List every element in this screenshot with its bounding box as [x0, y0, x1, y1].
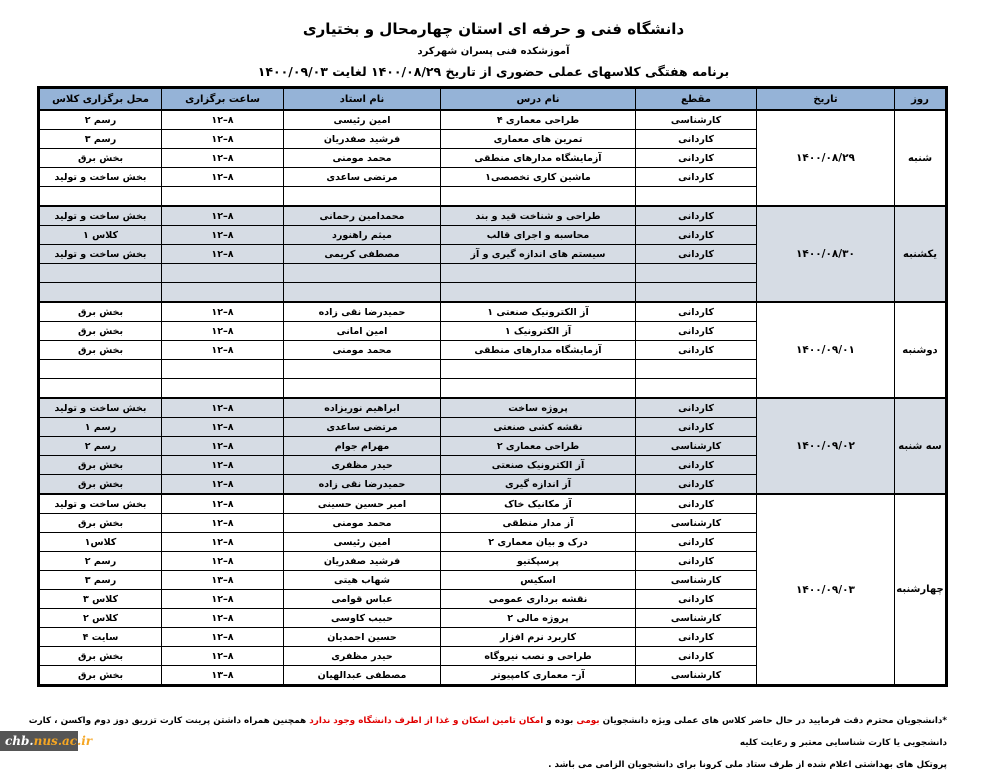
day-cell: شنبه: [895, 110, 947, 206]
time-cell: [162, 283, 284, 303]
location-cell: بخش ساخت و تولید: [39, 398, 162, 418]
teacher-cell: فرشید صفدریان: [284, 552, 441, 571]
course-cell: پروژه ساخت: [441, 398, 636, 418]
course-cell: آز مکانیک خاک: [441, 494, 636, 514]
level-cell: کاردانی: [636, 494, 757, 514]
course-cell: آز الکترونیک ۱: [441, 322, 636, 341]
location-cell: بخش برق: [39, 475, 162, 495]
teacher-cell: مرتضی ساعدی: [284, 168, 441, 187]
level-cell: کاردانی: [636, 475, 757, 495]
day-cell: یکشنبه: [895, 206, 947, 302]
course-cell: سیستم های اندازه گیری و آز: [441, 245, 636, 264]
teacher-cell: [284, 264, 441, 283]
location-cell: [39, 283, 162, 303]
teacher-cell: حمیدرضا نقی زاده: [284, 475, 441, 495]
time-cell: ۸–۱۲: [162, 475, 284, 495]
course-cell: آز– معماری کامپیوتر: [441, 666, 636, 686]
course-cell: تمرین های معماری: [441, 130, 636, 149]
level-cell: کاردانی: [636, 590, 757, 609]
time-cell: [162, 379, 284, 399]
teacher-cell: محمد مومنی: [284, 514, 441, 533]
teacher-cell: میثم راهنورد: [284, 226, 441, 245]
teacher-cell: حمیدرضا نقی زاده: [284, 302, 441, 322]
location-cell: بخش ساخت و تولید: [39, 494, 162, 514]
level-cell: کاردانی: [636, 130, 757, 149]
level-cell: کاردانی: [636, 226, 757, 245]
teacher-cell: [284, 360, 441, 379]
time-cell: ۸–۱۲: [162, 552, 284, 571]
teacher-cell: محمد مومنی: [284, 341, 441, 360]
location-cell: سایت ۴: [39, 628, 162, 647]
level-cell: کاردانی: [636, 206, 757, 226]
time-cell: ۸–۱۲: [162, 398, 284, 418]
teacher-cell: مصطفی عبدالهیان: [284, 666, 441, 686]
teacher-cell: [284, 379, 441, 399]
location-cell: کلاس۱: [39, 533, 162, 552]
time-cell: [162, 187, 284, 207]
col-header-day: روز: [895, 88, 947, 111]
course-cell: محاسبه و اجرای قالب: [441, 226, 636, 245]
schedule-table: [37, 86, 948, 687]
time-cell: ۸–۱۲: [162, 418, 284, 437]
course-cell: طراحی معماری ۲: [441, 437, 636, 456]
notes: [17, 710, 947, 776]
time-cell: ۸–۱۲: [162, 628, 284, 647]
location-cell: [39, 379, 162, 399]
teacher-cell: [284, 187, 441, 207]
course-cell: آزمایشگاه مدارهای منطقی: [441, 149, 636, 168]
teacher-cell: مهرام جوام: [284, 437, 441, 456]
course-cell: [441, 264, 636, 283]
table-row: [39, 110, 947, 130]
col-header-teacher: نام استاد: [284, 88, 441, 111]
schedule-title: برنامه هفتگی کلاسهای عملی حضوری از تاریخ ۱۴۰۰/۰۸/۲۹ لغایت ۱۴۰۰/۰۹/۰۳: [257, 64, 730, 79]
date-cell: ۱۴۰۰/۰۹/۰۳: [757, 494, 895, 686]
watermark-part-1: chb.: [5, 734, 34, 748]
time-cell: ۸–۱۲: [162, 494, 284, 514]
time-cell: ۸–۱۲: [162, 302, 284, 322]
level-cell: کارشناسی: [636, 571, 757, 590]
time-cell: ۸–۱۲: [162, 590, 284, 609]
time-cell: ۸–۱۳: [162, 666, 284, 686]
location-cell: بخش برق: [39, 456, 162, 475]
level-cell: کاردانی: [636, 341, 757, 360]
level-cell: کاردانی: [636, 647, 757, 666]
course-cell: ماشین کاری تخصصی۱: [441, 168, 636, 187]
time-cell: ۸–۱۲: [162, 647, 284, 666]
time-cell: ۸–۱۲: [162, 514, 284, 533]
teacher-cell: مرتضی ساعدی: [284, 418, 441, 437]
col-header-time: ساعت برگزاری: [162, 88, 284, 111]
teacher-cell: حیدر مظفری: [284, 456, 441, 475]
location-cell: بخش ساخت و تولید: [39, 168, 162, 187]
course-cell: آز الکترونیک صنعتی: [441, 456, 636, 475]
watermark-part-2: nus.ac.ir: [33, 734, 93, 748]
note-text: *دانشجویان محترم دقت فرمایید در حال حاضر کلاس های عملی ویژه دانشجویان: [599, 716, 947, 726]
course-cell: پرسپکتیو: [441, 552, 636, 571]
level-cell: [636, 379, 757, 399]
course-cell: آزمایشگاه مدارهای منطقی: [441, 341, 636, 360]
time-cell: ۸–۱۲: [162, 206, 284, 226]
level-cell: [636, 187, 757, 207]
time-cell: [162, 264, 284, 283]
teacher-cell: امین رئیسی: [284, 533, 441, 552]
table-row: [39, 398, 947, 418]
level-cell: کاردانی: [636, 456, 757, 475]
day-cell: سه شنبه: [895, 398, 947, 494]
course-cell: آز اندازه گیری: [441, 475, 636, 495]
level-cell: کارشناسی: [636, 666, 757, 686]
table-header-row: [39, 88, 947, 111]
course-cell: آز الکترونیک صنعتی ۱: [441, 302, 636, 322]
level-cell: کاردانی: [636, 302, 757, 322]
teacher-cell: شهاب هیتی: [284, 571, 441, 590]
course-cell: درک و بیان معماری ۲: [441, 533, 636, 552]
university-title: دانشگاه فنی و حرفه ای استان چهارمحال و بختیاری: [302, 20, 685, 38]
location-cell: بخش برق: [39, 666, 162, 686]
course-cell: اسکیس: [441, 571, 636, 590]
course-cell: [441, 187, 636, 207]
location-cell: کلاس ۱: [39, 226, 162, 245]
course-cell: نقشه کشی صنعتی: [441, 418, 636, 437]
course-cell: طراحی معماری ۴: [441, 110, 636, 130]
time-cell: ۸–۱۲: [162, 130, 284, 149]
teacher-cell: فرشید صفدریان: [284, 130, 441, 149]
location-cell: [39, 187, 162, 207]
col-header-course: نام درس: [441, 88, 636, 111]
note-highlight: امکان تامین اسکان و غذا از اطرف دانشگاه وجود ندارد: [309, 716, 544, 726]
teacher-cell: حسین احمدیان: [284, 628, 441, 647]
level-cell: کارشناسی: [636, 514, 757, 533]
location-cell: بخش برق: [39, 302, 162, 322]
faculty-title: آموزشکده فنی پسران شهرکرد: [417, 46, 570, 57]
time-cell: ۸–۱۲: [162, 533, 284, 552]
date-cell: ۱۴۰۰/۰۹/۰۲: [757, 398, 895, 494]
table-row: [39, 302, 947, 322]
location-cell: رسم ۲: [39, 437, 162, 456]
level-cell: [636, 360, 757, 379]
location-cell: بخش برق: [39, 514, 162, 533]
teacher-cell: امین امانی: [284, 322, 441, 341]
location-cell: بخش برق: [39, 322, 162, 341]
table-row: [39, 206, 947, 226]
level-cell: کاردانی: [636, 628, 757, 647]
date-cell: ۱۴۰۰/۰۸/۳۰: [757, 206, 895, 302]
day-cell: چهارشنبه: [895, 494, 947, 686]
level-cell: [636, 264, 757, 283]
teacher-cell: عباس قوامی: [284, 590, 441, 609]
site-watermark: [0, 731, 93, 751]
course-cell: [441, 283, 636, 303]
location-cell: بخش ساخت و تولید: [39, 245, 162, 264]
note-line-2: پروتکل های بهداشتی اعلام شده از طرف ستاد ملی کرونا برای دانشجویان الزامی می باشد .: [548, 760, 947, 770]
day-cell: دوشنبه: [895, 302, 947, 398]
note-line-1: [17, 710, 947, 754]
col-header-level: مقطع: [636, 88, 757, 111]
level-cell: کارشناسی: [636, 110, 757, 130]
course-cell: طراحی و شناخت قید و بند: [441, 206, 636, 226]
level-cell: کاردانی: [636, 418, 757, 437]
time-cell: ۸–۱۲: [162, 341, 284, 360]
teacher-cell: حبیب کاوسی: [284, 609, 441, 628]
time-cell: ۸–۱۲: [162, 322, 284, 341]
teacher-cell: محمد مومنی: [284, 149, 441, 168]
course-cell: آز مدار منطقی: [441, 514, 636, 533]
time-cell: ۸–۱۲: [162, 226, 284, 245]
level-cell: کارشناسی: [636, 609, 757, 628]
time-cell: ۸–۱۲: [162, 609, 284, 628]
location-cell: بخش برق: [39, 149, 162, 168]
location-cell: رسم ۲: [39, 110, 162, 130]
course-cell: [441, 379, 636, 399]
level-cell: کاردانی: [636, 322, 757, 341]
time-cell: ۸–۱۲: [162, 110, 284, 130]
course-cell: پروژه مالی ۲: [441, 609, 636, 628]
location-cell: رسم ۲: [39, 552, 162, 571]
location-cell: [39, 264, 162, 283]
level-cell: کارشناسی: [636, 437, 757, 456]
table-row: [39, 494, 947, 514]
date-cell: ۱۴۰۰/۰۹/۰۱: [757, 302, 895, 398]
teacher-cell: مصطفی کریمی: [284, 245, 441, 264]
location-cell: [39, 360, 162, 379]
level-cell: کاردانی: [636, 398, 757, 418]
time-cell: ۸–۱۲: [162, 168, 284, 187]
teacher-cell: محمدامین رحمانی: [284, 206, 441, 226]
col-header-location: محل برگزاری کلاس: [39, 88, 162, 111]
teacher-cell: حیدر مظفری: [284, 647, 441, 666]
note-text: بوده و: [543, 716, 577, 726]
location-cell: بخش برق: [39, 341, 162, 360]
time-cell: ۸–۱۳: [162, 571, 284, 590]
level-cell: کاردانی: [636, 552, 757, 571]
level-cell: [636, 283, 757, 303]
level-cell: کاردانی: [636, 245, 757, 264]
teacher-cell: امین رئیسی: [284, 110, 441, 130]
course-cell: طراحی و نصب نیروگاه: [441, 647, 636, 666]
location-cell: رسم ۱: [39, 418, 162, 437]
location-cell: رسم ۳: [39, 130, 162, 149]
location-cell: کلاس ۳: [39, 590, 162, 609]
time-cell: ۸–۱۲: [162, 437, 284, 456]
col-header-date: تاریخ: [757, 88, 895, 111]
note-text: همچنین همراه داشتن پرینت کارت تزریق دوز دوم واکسن ، کارت دانشجویی یا کارت شناسایی معتبر و رعایت کلیه: [28, 716, 947, 748]
level-cell: کاردانی: [636, 168, 757, 187]
note-highlight: بومی: [576, 716, 600, 726]
location-cell: رسم ۳: [39, 571, 162, 590]
level-cell: کاردانی: [636, 149, 757, 168]
time-cell: [162, 360, 284, 379]
course-cell: نقشه برداری عمومی: [441, 590, 636, 609]
time-cell: ۸–۱۲: [162, 245, 284, 264]
location-cell: بخش ساخت و تولید: [39, 206, 162, 226]
location-cell: کلاس ۲: [39, 609, 162, 628]
teacher-cell: امیر حسین حسینی: [284, 494, 441, 514]
time-cell: ۸–۱۲: [162, 456, 284, 475]
time-cell: ۸–۱۲: [162, 149, 284, 168]
teacher-cell: ابراهیم نوریزاده: [284, 398, 441, 418]
course-cell: [441, 360, 636, 379]
location-cell: بخش برق: [39, 647, 162, 666]
level-cell: کاردانی: [636, 533, 757, 552]
course-cell: کاربرد نرم افزار: [441, 628, 636, 647]
teacher-cell: [284, 283, 441, 303]
date-cell: ۱۴۰۰/۰۸/۲۹: [757, 110, 895, 206]
